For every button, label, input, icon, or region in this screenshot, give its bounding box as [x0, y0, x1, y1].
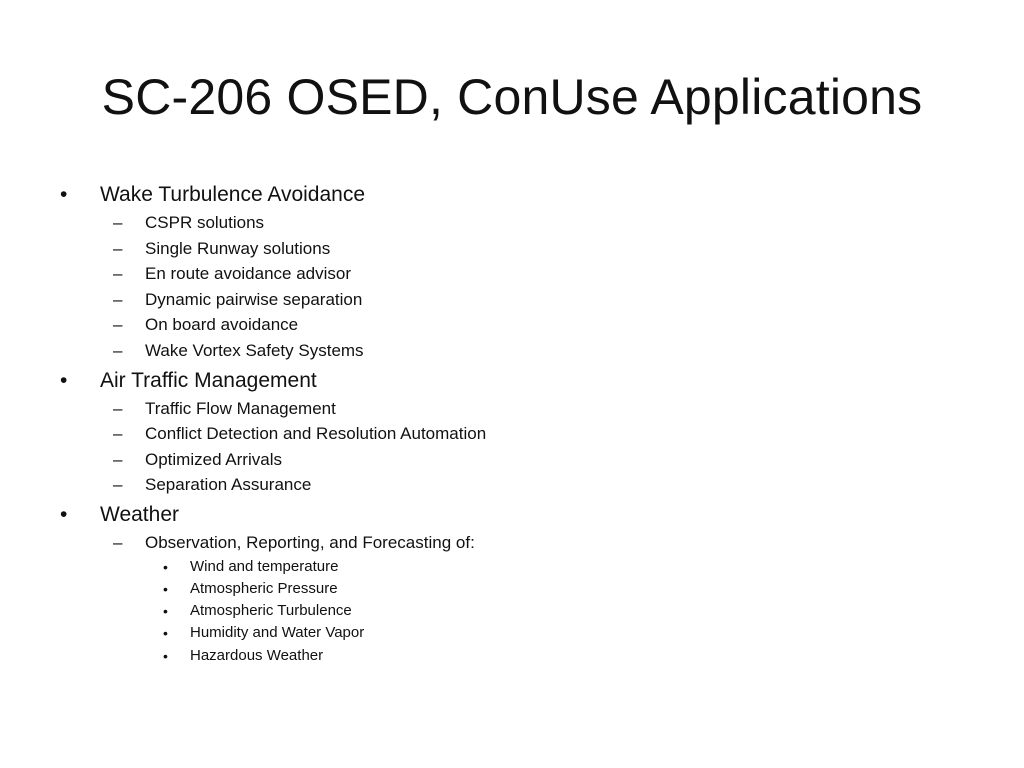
bullet-icon: • — [60, 183, 68, 206]
item-label: Conflict Detection and Resolution Automation — [145, 424, 487, 444]
item-label: Separation Assurance — [145, 475, 312, 495]
subitem-label: Hazardous Weather — [190, 646, 324, 664]
subitem-label: Humidity and Water Vapor — [190, 624, 365, 642]
dash-icon: – — [113, 238, 123, 258]
dash-icon: – — [113, 289, 123, 309]
list-item — [58, 472, 978, 498]
item-label: Optimized Arrivals — [145, 449, 282, 469]
item-label: CSPR solutions — [145, 213, 265, 232]
dash-icon: – — [113, 532, 123, 552]
list-item — [58, 500, 978, 530]
list-item — [58, 236, 978, 262]
list-item — [58, 261, 978, 287]
slide-title: SC-206 OSED, ConUse Applications — [101, 69, 923, 125]
list-item — [58, 396, 978, 422]
item-label: On board avoidance — [145, 315, 299, 335]
list-item — [58, 447, 978, 473]
item-label: En route avoidance advisor — [145, 264, 352, 284]
section-label: Air Traffic Management — [100, 368, 317, 392]
dash-icon: – — [113, 315, 123, 335]
dash-icon: – — [113, 264, 123, 284]
section-label: Weather — [100, 502, 179, 526]
list-item — [58, 556, 978, 578]
item-label: Wake Vortex Safety Systems — [145, 340, 364, 360]
item-label: Observation, Reporting, and Forecasting of: — [145, 532, 475, 552]
list-item — [58, 645, 978, 667]
subitem-label: Atmospheric Turbulence — [190, 602, 352, 620]
bullet-icon: • — [163, 647, 168, 664]
subitem-label: Wind and temperature — [190, 557, 339, 575]
bullet-icon: • — [163, 558, 168, 575]
list-item — [58, 210, 978, 236]
bullet-icon: • — [60, 368, 68, 392]
bullet-icon: • — [163, 625, 168, 642]
item-label: Traffic Flow Management — [145, 398, 336, 418]
list-item — [58, 366, 978, 396]
list-item — [58, 312, 978, 338]
bullet-icon: • — [163, 580, 168, 597]
dash-icon: – — [113, 213, 123, 232]
list-item — [58, 578, 978, 600]
item-label: Dynamic pairwise separation — [145, 289, 363, 309]
list-item — [58, 287, 978, 313]
list-item — [58, 600, 978, 622]
list-item — [58, 530, 978, 556]
item-label: Single Runway solutions — [145, 238, 331, 258]
section-label: Wake Turbulence Avoidance — [100, 183, 366, 206]
list-item — [58, 622, 978, 644]
subitem-label: Atmospheric Pressure — [190, 579, 338, 597]
bullet-icon: • — [60, 502, 68, 526]
dash-icon: – — [113, 475, 123, 495]
dash-icon: – — [113, 449, 123, 469]
bullet-icon: • — [163, 603, 168, 620]
list-item — [58, 180, 978, 210]
dash-icon: – — [113, 340, 123, 360]
dash-icon: – — [113, 398, 123, 418]
list-item — [58, 338, 978, 364]
bullet-list — [58, 178, 978, 667]
list-item — [58, 421, 978, 447]
dash-icon: – — [113, 424, 123, 444]
